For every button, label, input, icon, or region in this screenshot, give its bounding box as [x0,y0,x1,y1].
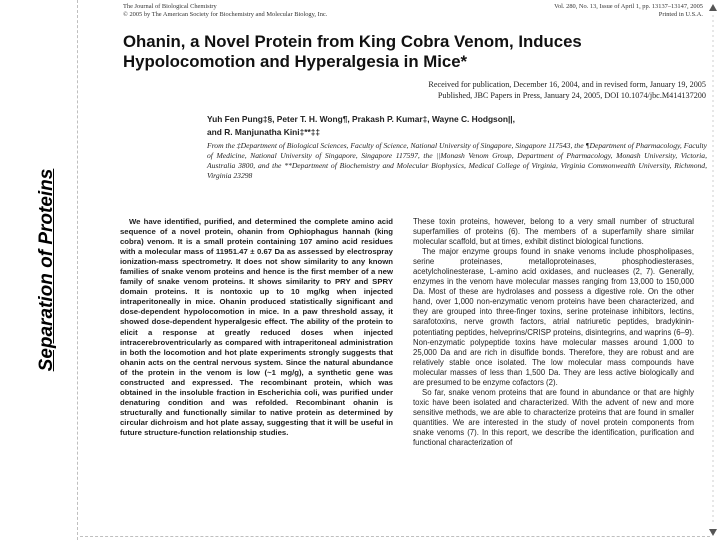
introduction-column [413,217,694,537]
journal-copyright: © 2005 by The American Society for Biochemistry and Molecular Biology, Inc. [123,11,328,18]
journal-volume: Vol. 280, No. 13, Issue of April 1, pp. 13137–13147, 2005 [554,3,703,10]
scroll-down-arrow-icon[interactable] [709,529,717,536]
vertical-dashed-divider [77,0,78,540]
authors-line-2: and R. Manjunatha Kini‡**‡‡ [207,126,321,137]
affiliations: From the ‡Department of Biological Sciences, Faculty of Science, National University of Singapore, Singapore 117543, the ¶Department of Pharmacology, Faculty of Medicine, National University of Singapore, Singapore 117597, the ||Monash Venom Group, Department of Pharmacology, Monash University, Victoria, Australia 3800, and the **Department of Biochemistry and Molecular Biophysics, Medical College of Virginia, Virginia Commonwealth University, Richmond, Virginia 23298 [207,141,707,180]
journal-header [123,3,703,19]
scroll-up-arrow-icon[interactable] [709,4,717,11]
journal-name: The Journal of Biological Chemistry [123,3,217,10]
page-scrollbar[interactable] [708,0,718,540]
body-paragraph-3: So far, snake venom proteins that are found in abundance or that are highly toxic have been isolated and characterized. With the advent of new and more sensitive methods, we are able to characterize proteins that are found in smaller quantities. We are interested in the study of novel protein components from snake venoms (7). In this report, we describe the identification, purification and functional characterization of [413,387,694,448]
body-paragraph-2: The major enzyme groups found in snake venoms include phospholipases, serine proteinases, metalloproteinases, phosphodiesterases, acetylcholinesterase, L-amino acid oxidases, and nucleases (2, 7). Generally, enzymes in the venom have molecular masses ranging from 13,000 to 150,000 Da. Most of these are hydrolases and possess a digestive role. On the other hand, over 1,000 non-enzymatic venom proteins have been characterized, and they are grouped into three-finger toxins, serine proteinase inhibitors, lectins, sarafotoxins, nerve growth factors, atrial natriuretic peptides, bradykinin-potentiating peptides, helveprins/CRISP proteins, disintegrins, and waprins (6–9). Non-enzymatic polypeptide toxins have molecular masses around 1,000 to 25,000 Da and are rich in disulfide bonds. Therefore, they are robust and are relatively stable once isolated. The low molecular mass compounds have molecular masses of less than 1,500 Da. They are less active biologically and are presumed to be enzyme cofactors (2). [413,247,694,387]
body-paragraph-1: These toxin proteins, however, belong to a very small number of structural superfamilies of proteins (6). The members of a superfamily share similar molecular scaffold, but at times, exhibit distinct biological functions. [413,217,694,247]
published-date: Published, JBC Papers in Press, January 24, 2005, DOI 10.1074/jbc.M414137200 [437,90,706,100]
publication-dates [300,80,706,101]
received-date: Received for publication, December 16, 2004, and in revised form, January 19, 2005 [428,80,706,89]
paper-title [123,32,713,72]
title-line-2: Hypolocomotion and Hyperalgesia in Mice* [123,52,468,71]
abstract-text: We have identified, purified, and determined the complete amino acid sequence of a novel protein, ohanin from Ophiophagus hannah (king cobra) venom. It is a small protein containing 107 amino acid residues with a molecular mass of 11951.47 ± 0.67 Da as assessed by electrospray ionization-mass spectrometry. It does not show similarity to any known families of snake venom proteins and hence is the first member of a new family of snake venom proteins. It shows similarity to PRY and SPRY domain proteins. It is nontoxic up to 10 mg/kg when injected intraperitoneally in mice. Ohanin produced statistically significant and dose-dependent hypolocomotion in mice. In a paw threshold assay, it showed dose-dependent hyperalgesic effect. The ability of the protein to elicit a response at greatly reduced doses when injected intracerebroventricularly as compared with intraperitoneal administration in both the locomotion and hot plate experiments strongly suggests that ohanin acts on the central nervous system. Since the natural abundance of the protein in the venom is low (~1 mg/g), a synthetic gene was constructed and expressed. The recombinant protein, which was obtained in the insoluble fraction in Escherichia coli, was purified under denaturing condition and was refolded. Recombinant ohanin is structurally and functionally similar to native protein as determined by circular dichroism and hot plate assay, suggesting that it will be useful in future structure-function relationship studies. [120,217,393,437]
title-line-1: Ohanin, a Novel Protein from King Cobra Venom, Induces [123,32,582,51]
author-list [207,113,707,138]
authors-line-1: Yuh Fen Pung‡§, Peter T. H. Wong¶, Prakash P. Kumar‡, Wayne C. Hodgson||, [207,114,515,124]
side-label-text: Separation of Proteins [36,168,57,372]
journal-printed: Printed in U.S.A. [658,11,703,18]
abstract-column [120,217,393,537]
